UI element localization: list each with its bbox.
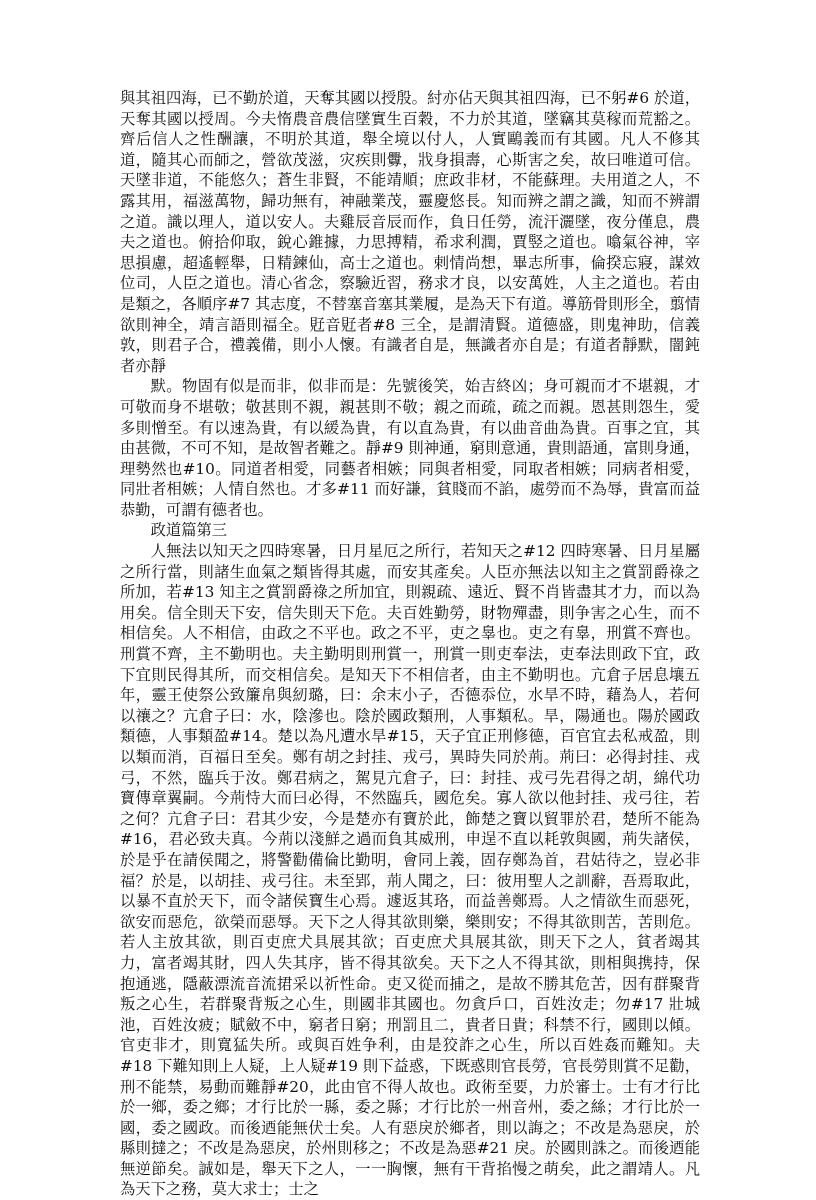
document-page (120, 88, 700, 1200)
chapter-heading: 政道篇第三 (150, 521, 228, 540)
paragraph-1: 與其祖四海，已不勤於道，天奪其國以授殷。紂亦佔天與其祖四海，已不躬#6 於道，天奪其國以授周。今夫惰農音農信墜實生百穀，不力於其道，墜竊其莫稼而荒豁之。齊后信人之性酬讓，不明於其道，舉全境以付人，人實鷗義而有其國。凡人不修其道，隨其心而師之，營欲茂滋，灾疾則釁，戕身損壽，心斯害之矣，故曰唯道可信。天墜非道，不能悠久；蒼生非賢，不能靖順；庶政非材，不能蘇理。夫用道之人，不露其用，福滋萬物，歸功無有，神融業茂，靈慶悠長。知而辨之謂之識，知而不辨謂之道。識以理人，道以安人。夫雞辰音辰而作，負日任勞，流汗灑墜，夜分僅息，農夫之道也。俯拾仰取，銳心錐據，力思搏精，希求利潤，賈竪之道也。噏氣谷神，宰思損慮，超遙輕舉，日精鍊仙，高士之道也。剌情尚想，畢志所事，倫揆忘寢，謀效位司，人臣之道也。清心省念，察驗近習，務求才良，以安萬姓，人主之道也。若由是類之，各順序#7 其志度，不替塞音塞其業履，是為天下有道。導筋骨則形全，翦情欲則神全，靖言語則福全。覎音覎者#8 三全，是謂清賢。道德盛，則鬼神助，信義敦，則君子合，禮義備，則小人懷。有識者自是，無識者亦自是；有道者靜默，闇鈍者亦靜 (120, 89, 700, 375)
paragraph-3: 人無法以知天之四時寒暑，日月星厄之所行，若知天之#12 四時寒暑、日月星屬之所行當，則諸生血氣之類皆得其處，而安其產矣。人臣亦無法以知主之賞罰爵祿之所加，若#13 知主之賞罰爵祿之所加宜，則親疏、遠近、賢不肖皆盡其才力，而以為用矣。信全則天下安，信失則天下危。夫百姓勤勞，財物殫盡，則争害之心生，而不相信矣。人不相信，由政之不平也。政之不平，吏之辠也。吏之有辠，刑賞不齊也。刑賞不齊，主不勤明也。夫主勤明則刑賞一，刑賞一則吏奉法，吏奉法則政下宜，政下宜則民得其所，而交相信矣。是知天下不相信者，由主不勤明也。亢倉子居息壤五年，靈王使祭公致簾帛與紉璐，曰：余末小子，否德忝位，水旱不時，藉為人，若何以禳之？亢倉子曰：水，陰滲也。陰於國政類刑，人事類私。旱，陽通也。陽於國政類德，人事類盈#14。楚以為凡遭水旱#15，天子宜正刑修德，百官宜去私戒盈，則以類而消，百福日至矣。鄭有胡之封挂、戎弓，異時失同於荊。荊曰：必得封挂、戎弓，不然，臨兵于汝。鄭君病之，駕見亢倉子，曰：封挂、戎弓先君得之胡，綿代功寶傳章翼嗣。今荊恃大而曰必得，不然臨兵，國危矣。寡人欲以他封挂、戎弓往，若之何？亢倉子曰：君其少安，今是楚亦有寶於此，飾楚之寶以貿罪於君，楚所不能為#16，君必致夫真。今荊以淺鮮之過而負其威刑，申逞不直以耗敦與國，荊失諸侯，於是乎在請侯聞之，將警勸備倫比勤明，會同上義，固存鄭為首，君姑待之，豈必非福？於是，以胡挂、戎弓往。未至郢，荊人聞之，曰：彼用聖人之訓辭，吾焉取此，以暴不直於天下，而令諸侯寶生心焉。遽返其珞，而益善鄭焉。人之情欲生而惡死，欲安而惡危，欲榮而惡辱。天下之人得其欲則樂，樂則安；不得其欲則苦，苦則危。若人主放其欲，則百吏庶犬具展其欲；百吏庶犬具展其欲，則天下之人，貧者竭其力，富者竭其財，四人失其序，皆不得其欲矣。天下之人不得其欲，則相與携持，保抱通逃，隱蔽漂流音流捃采以祈性命。吏又從而捕之，是故不勝其危苦，因有群聚背叛之心生，若群聚背叛之心生，則國非其國也。勿貪戶口，百姓汝走；勿#17 壯城池，百姓汝疲；賦斂不中，窮者日窮；刑罰且二，貴者日貴；科禁不行，國則以傾。官吏非才，則寬猛失所。或與百姓争利，由是狡詐之心生，所以百姓姦而難知。夫#18 下難知則上人疑，上人疑#19 則下益惑，下既惑則官長勞，官長勞則賞不足勸，刑不能禁，易動而難靜#20，此由官不得人故也。政術至要，力於審士。士有才行比於一鄉，委之鄉；才行比於一縣，委之縣；才行比於一州音州，委之絲；才行比於一國，委之國政。而後迺能無伏士矣。人有惡戾於鄉者，則以誨之；不改是為惡戾，於縣則撻之；不改是為惡戾，於州則移之；不改是為惡#21 戾。於國則誅之。而後迺能無逆節矣。誠如是，舉天下之人，一一胸懷，無有干背掐慢之萌矣，此之謂靖人。凡為天下之務，莫大求士；士之 (120, 542, 700, 1199)
paragraph-2: 默。物固有似是而非，似非而是：先號後笑，始吉終凶；身可親而才不堪親，才可敬而身不堪敬；敬甚則不親，親甚則不敬；親之而疏，疏之而親。恩甚則怨生，愛多則憎至。有以速為貴，有以緩為貴，有以直為貴，有以曲音曲為貴。百事之宜，其由甚微，不可不知，是故智者難之。靜#9 則神通，窮則意通，貴則語通，富則身通，理勢然也#10。同道者相愛，同藝者相嫉；同與者相愛，同取者相嫉；同病者相愛，同壯者相嫉；人情自然也。才多#11 而好謙，貧賤而不諂，處勞而不為辱，貴富而益恭勤，可謂有德者也。 (120, 377, 700, 519)
